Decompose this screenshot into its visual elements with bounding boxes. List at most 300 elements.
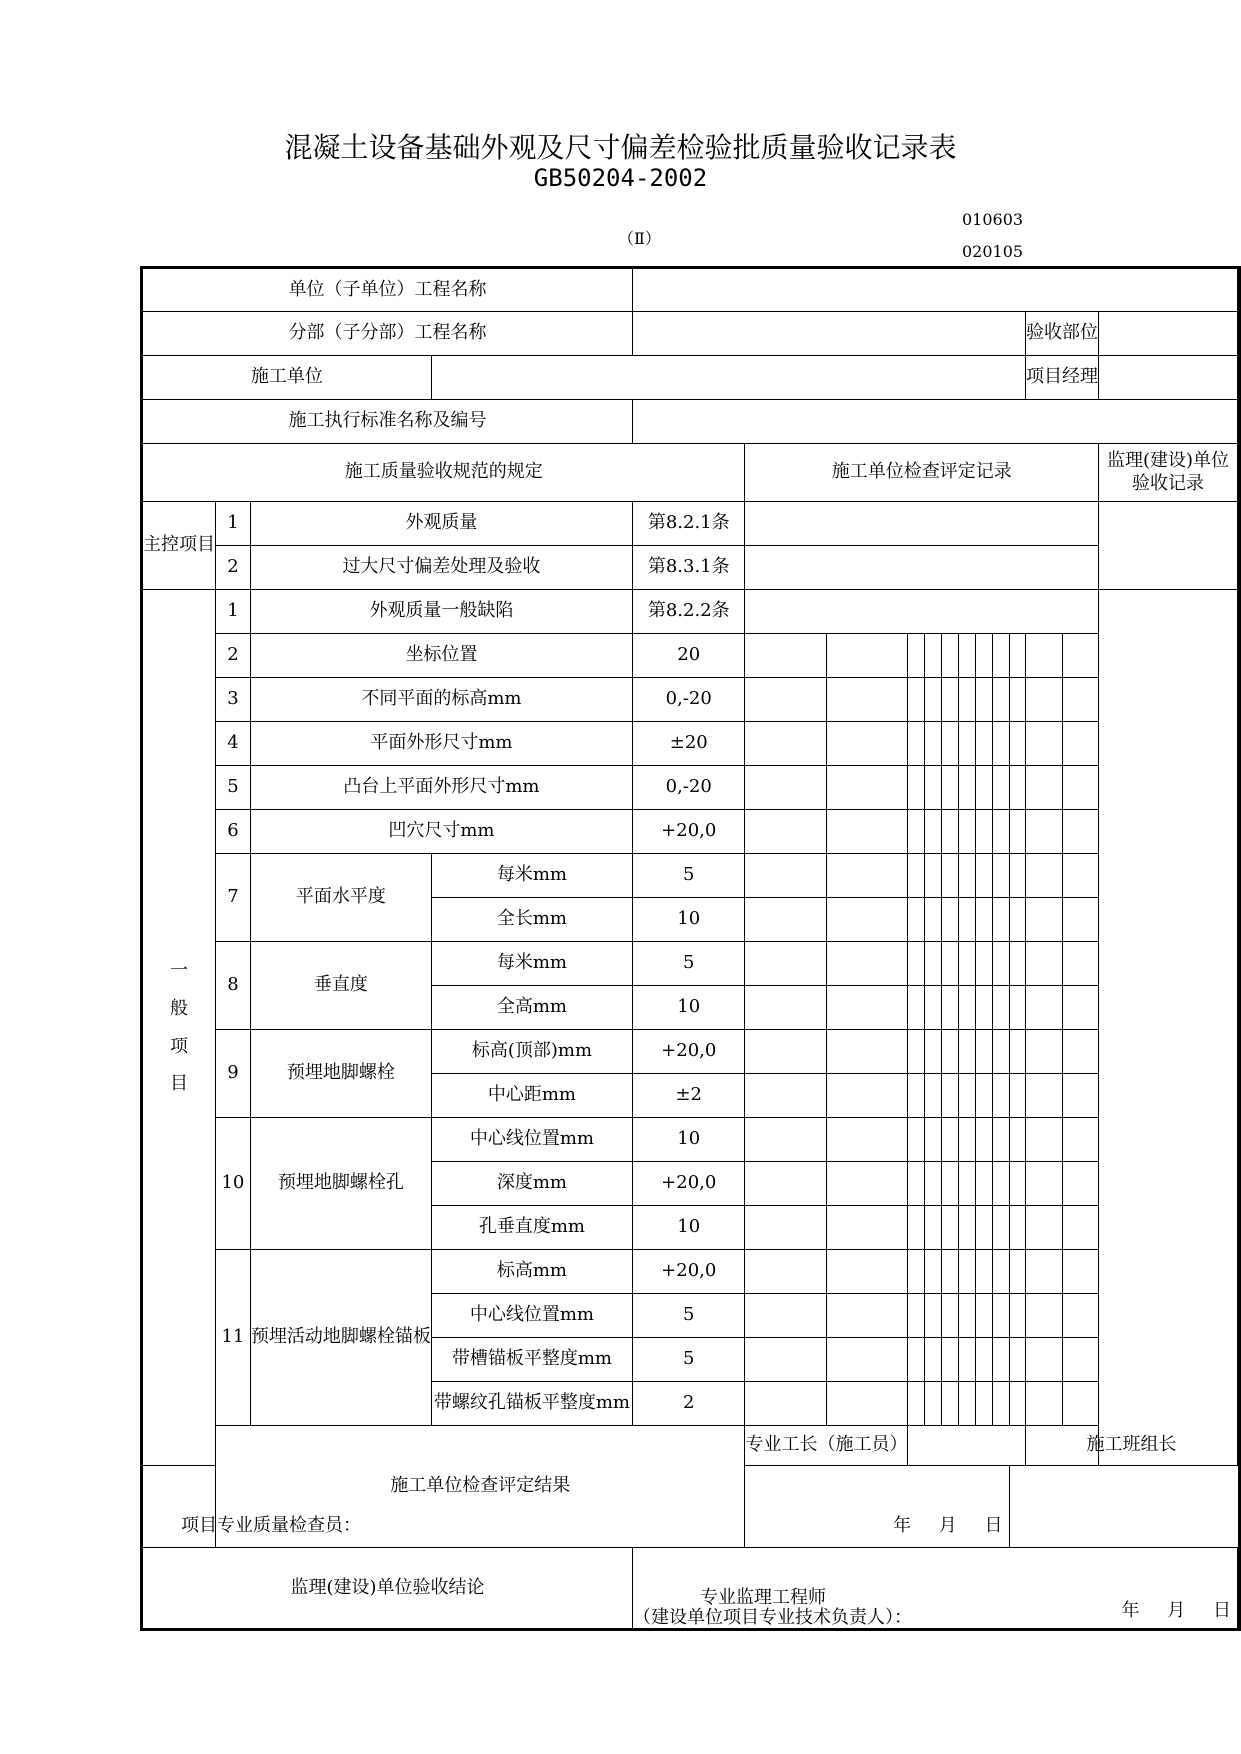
- measure-cell[interactable]: [925, 678, 941, 722]
- measure-cell[interactable]: [826, 1250, 908, 1294]
- measure-cell[interactable]: [992, 678, 1009, 722]
- measure-cell[interactable]: [975, 1206, 992, 1250]
- measure-cell[interactable]: [992, 898, 1009, 942]
- measure-cell[interactable]: [958, 1162, 975, 1206]
- sub-project-label: 分部（子分部）工程名称: [142, 312, 633, 356]
- measure-cell[interactable]: [958, 898, 975, 942]
- measure-cell[interactable]: [745, 1382, 827, 1426]
- general-item-tolerance: 0,-20: [633, 678, 745, 722]
- supervision-header-line2: 验收记录: [1131, 472, 1204, 494]
- general-group-name: 平面水平度: [250, 854, 431, 942]
- measure-cell[interactable]: [1062, 1118, 1098, 1162]
- main-item-clause: 第8.2.1条: [633, 502, 745, 546]
- measure-cell[interactable]: [958, 1294, 975, 1338]
- measure-cell[interactable]: [925, 898, 941, 942]
- measure-cell[interactable]: [975, 942, 992, 986]
- main-item-name: 外观质量: [250, 502, 632, 546]
- measure-cell[interactable]: [975, 986, 992, 1030]
- measure-cell[interactable]: [1025, 634, 1062, 678]
- measure-cell[interactable]: [908, 678, 925, 722]
- measure-cell[interactable]: [1025, 766, 1062, 810]
- measure-cell[interactable]: [925, 810, 941, 854]
- measure-cell[interactable]: [941, 1338, 958, 1382]
- measure-cell[interactable]: [908, 1250, 925, 1294]
- measure-cell[interactable]: [1062, 854, 1098, 898]
- measure-cell[interactable]: [826, 986, 908, 1030]
- supervision-conclusion-label: 监理(建设)单位验收结论: [142, 1548, 633, 1630]
- general-item-tolerance: 10: [633, 1206, 745, 1250]
- measure-cell[interactable]: [1025, 1162, 1062, 1206]
- measure-cell[interactable]: [745, 678, 827, 722]
- measure-cell[interactable]: [992, 1118, 1009, 1162]
- measure-cell[interactable]: [826, 1030, 908, 1074]
- general-item-name: 凸台上平面外形尺寸mm: [250, 766, 632, 810]
- measure-cell[interactable]: [1025, 1338, 1062, 1382]
- measure-cell[interactable]: [1009, 766, 1025, 810]
- general-item-tolerance: 0,-20: [633, 766, 745, 810]
- measure-cell[interactable]: [992, 1338, 1009, 1382]
- general-item-record[interactable]: [745, 590, 1099, 634]
- measure-cell[interactable]: [1025, 986, 1062, 1030]
- measure-cell[interactable]: [745, 1074, 827, 1118]
- measure-cell[interactable]: [958, 1030, 975, 1074]
- main-item-no: 1: [216, 502, 251, 546]
- measure-cell[interactable]: [958, 854, 975, 898]
- measure-cell[interactable]: [826, 810, 908, 854]
- standard-code: GB50204-2002: [533, 164, 708, 192]
- measure-cell[interactable]: [975, 898, 992, 942]
- measure-cell[interactable]: [1009, 942, 1025, 986]
- general-item-no: 7: [216, 854, 251, 942]
- form-code-bottom: 020105: [962, 242, 1024, 261]
- measure-cell[interactable]: [745, 898, 827, 942]
- measure-cell[interactable]: [941, 942, 958, 986]
- general-sub-item: 全高mm: [431, 986, 632, 1030]
- measure-cell[interactable]: [1025, 1118, 1062, 1162]
- day-label: 日: [984, 1514, 1003, 1536]
- supervisor-subtitle: （建设单位项目专业技术负责人）：: [633, 1606, 913, 1628]
- measure-cell[interactable]: [958, 942, 975, 986]
- measure-cell[interactable]: [1009, 986, 1025, 1030]
- measure-cell[interactable]: [992, 1294, 1009, 1338]
- measure-cell[interactable]: [1025, 898, 1062, 942]
- measure-cell[interactable]: [992, 634, 1009, 678]
- measure-cell[interactable]: [1062, 986, 1098, 1030]
- measure-cell[interactable]: [826, 722, 908, 766]
- general-item-no: 2: [216, 634, 251, 678]
- general-item-clause: 第8.2.2条: [633, 590, 745, 634]
- measure-cell[interactable]: [826, 854, 908, 898]
- measure-cell[interactable]: [1062, 1206, 1098, 1250]
- measure-cell[interactable]: [975, 1118, 992, 1162]
- measure-cell[interactable]: [958, 1250, 975, 1294]
- measure-cell[interactable]: [745, 986, 827, 1030]
- measure-cell[interactable]: [1025, 942, 1062, 986]
- supervision-header-line1: 监理(建设)单位: [1106, 450, 1230, 471]
- inspection-date: [871, 1515, 1008, 1548]
- measure-cell[interactable]: [1025, 1294, 1062, 1338]
- general-sub-item: 中心线位置mm: [431, 1294, 632, 1338]
- general-item-tolerance: +20,0: [633, 1250, 745, 1294]
- measure-cell[interactable]: [826, 898, 908, 942]
- measure-cell[interactable]: [908, 722, 925, 766]
- measure-cell[interactable]: [745, 1250, 827, 1294]
- measure-cell[interactable]: [745, 942, 827, 986]
- measure-cell[interactable]: [908, 942, 925, 986]
- standard-label: 施工执行标准名称及编号: [142, 400, 633, 444]
- measure-cell[interactable]: [1025, 722, 1062, 766]
- measure-cell[interactable]: [1009, 1030, 1025, 1074]
- general-item-tolerance: +20,0: [633, 810, 745, 854]
- general-items-supervision[interactable]: [1098, 590, 1237, 1466]
- measure-cell[interactable]: [958, 722, 975, 766]
- inspection-form: [140, 266, 1241, 1631]
- measure-cell[interactable]: [992, 1250, 1009, 1294]
- measure-cell[interactable]: [992, 722, 1009, 766]
- measure-cell[interactable]: [941, 1030, 958, 1074]
- measure-cell[interactable]: [958, 1206, 975, 1250]
- measure-cell[interactable]: [958, 634, 975, 678]
- measure-cell[interactable]: [1009, 898, 1025, 942]
- general-sub-item: 标高mm: [431, 1250, 632, 1294]
- measure-cell[interactable]: [975, 1382, 992, 1426]
- measure-cell[interactable]: [1009, 1162, 1025, 1206]
- measure-cell[interactable]: [908, 1162, 925, 1206]
- measure-cell[interactable]: [1025, 1382, 1062, 1426]
- acceptance-part-field[interactable]: [1098, 312, 1237, 356]
- measure-cell[interactable]: [992, 1030, 1009, 1074]
- general-item-tolerance: ±2: [633, 1074, 745, 1118]
- measure-cell[interactable]: [925, 1250, 941, 1294]
- measure-cell[interactable]: [1062, 898, 1098, 942]
- team-leader-field[interactable]: [1238, 1426, 1240, 1466]
- contractor-result-label: 施工单位检查评定结果: [216, 1426, 745, 1548]
- general-item-tolerance: +20,0: [633, 1030, 745, 1074]
- measure-cell[interactable]: [958, 766, 975, 810]
- measure-cell[interactable]: [992, 942, 1009, 986]
- general-group-name: 垂直度: [250, 942, 431, 1030]
- measure-cell[interactable]: [958, 1074, 975, 1118]
- general-item-no: 3: [216, 678, 251, 722]
- measure-cell[interactable]: [992, 766, 1009, 810]
- general-item-tolerance: 10: [633, 1118, 745, 1162]
- main-item-record[interactable]: [745, 546, 1099, 590]
- general-item-tolerance: +20,0: [633, 1162, 745, 1206]
- general-item-no: 6: [216, 810, 251, 854]
- measure-cell[interactable]: [1009, 1250, 1025, 1294]
- measure-cell[interactable]: [745, 634, 827, 678]
- measure-cell[interactable]: [745, 722, 827, 766]
- measure-cell[interactable]: [992, 1074, 1009, 1118]
- general-item-no: 8: [216, 942, 251, 1030]
- measure-cell[interactable]: [908, 634, 925, 678]
- measure-cell[interactable]: [1009, 1382, 1025, 1426]
- contractor-field[interactable]: [431, 356, 1025, 400]
- measure-cell[interactable]: [908, 1074, 925, 1118]
- measure-cell[interactable]: [1062, 1250, 1098, 1294]
- measure-cell[interactable]: [1062, 1382, 1098, 1426]
- measure-cell[interactable]: [941, 1382, 958, 1426]
- measure-cell[interactable]: [745, 766, 827, 810]
- measure-cell[interactable]: [941, 678, 958, 722]
- measure-cell[interactable]: [1009, 1206, 1025, 1250]
- measure-cell[interactable]: [908, 1206, 925, 1250]
- measure-cell[interactable]: [941, 722, 958, 766]
- general-item-name: 不同平面的标高mm: [250, 678, 632, 722]
- measure-cell[interactable]: [941, 898, 958, 942]
- measure-cell[interactable]: [975, 722, 992, 766]
- measure-cell[interactable]: [745, 854, 827, 898]
- general-item-no: 10: [216, 1118, 251, 1250]
- measure-cell[interactable]: [908, 1118, 925, 1162]
- measure-cell[interactable]: [975, 634, 992, 678]
- main-items-label: 主控项目: [142, 502, 216, 590]
- unit-project-label: 单位（子单位）工程名称: [142, 268, 633, 312]
- measure-cell[interactable]: [826, 634, 908, 678]
- measure-cell[interactable]: [1062, 1074, 1098, 1118]
- measure-cell[interactable]: [826, 1338, 908, 1382]
- measure-cell[interactable]: [908, 766, 925, 810]
- measure-cell[interactable]: [975, 1294, 992, 1338]
- general-group-name: 预埋活动地脚螺栓锚板: [250, 1250, 431, 1426]
- measure-cell[interactable]: [826, 678, 908, 722]
- general-items-label-text: 一般项目: [170, 959, 188, 1095]
- measure-cell[interactable]: [1009, 1294, 1025, 1338]
- general-item-tolerance: 20: [633, 634, 745, 678]
- supervision-header: [1098, 444, 1237, 502]
- measure-cell[interactable]: [941, 1294, 958, 1338]
- measure-cell[interactable]: [941, 1118, 958, 1162]
- measure-cell[interactable]: [1025, 1074, 1062, 1118]
- month-label: 月: [1167, 1600, 1186, 1621]
- measure-cell[interactable]: [1025, 1030, 1062, 1074]
- measure-cell[interactable]: [1062, 678, 1098, 722]
- project-manager-label: 项目经理: [1025, 356, 1098, 400]
- measure-cell[interactable]: [745, 1162, 827, 1206]
- measure-cell[interactable]: [1009, 854, 1025, 898]
- acceptance-part-label: 验收部位: [1025, 312, 1098, 356]
- measure-cell[interactable]: [941, 766, 958, 810]
- measure-cell[interactable]: [941, 634, 958, 678]
- general-sub-item: 深度mm: [431, 1162, 632, 1206]
- measure-cell[interactable]: [1062, 1162, 1098, 1206]
- measure-cell[interactable]: [925, 1294, 941, 1338]
- measure-cell[interactable]: [1009, 1074, 1025, 1118]
- measure-cell[interactable]: [1062, 722, 1098, 766]
- measure-cell[interactable]: [958, 810, 975, 854]
- measure-cell[interactable]: [958, 986, 975, 1030]
- form-code-top: 010603: [962, 210, 1024, 229]
- general-item-no: 9: [216, 1030, 251, 1118]
- measure-cell[interactable]: [1009, 810, 1025, 854]
- measure-cell[interactable]: [941, 810, 958, 854]
- measure-cell[interactable]: [745, 1030, 827, 1074]
- measure-cell[interactable]: [908, 1030, 925, 1074]
- general-sub-item: 标高(顶部)mm: [431, 1030, 632, 1074]
- general-item-tolerance: 5: [633, 1338, 745, 1382]
- measure-cell[interactable]: [975, 766, 992, 810]
- measure-cell[interactable]: [1062, 634, 1098, 678]
- year-label: 年: [1121, 1600, 1140, 1621]
- measure-cell[interactable]: [941, 1206, 958, 1250]
- measure-cell[interactable]: [925, 942, 941, 986]
- general-item-tolerance: 5: [633, 1294, 745, 1338]
- measure-cell[interactable]: [925, 1338, 941, 1382]
- measure-cell[interactable]: [958, 678, 975, 722]
- measure-cell[interactable]: [1062, 1338, 1098, 1382]
- general-group-name: 预埋地脚螺栓孔: [250, 1118, 431, 1250]
- standard-field[interactable]: [633, 400, 1238, 444]
- sub-project-field[interactable]: [633, 312, 1026, 356]
- measure-cell[interactable]: [992, 854, 1009, 898]
- supervisor-signature-block: [633, 1587, 913, 1628]
- measure-cell[interactable]: [992, 986, 1009, 1030]
- measure-cell[interactable]: [925, 1162, 941, 1206]
- check-record-header: 施工单位检查评定记录: [745, 444, 1099, 502]
- general-items-label: [142, 590, 216, 1466]
- measure-cell[interactable]: [958, 1382, 975, 1426]
- measure-cell[interactable]: [925, 854, 941, 898]
- measure-cell[interactable]: [941, 854, 958, 898]
- measure-cell[interactable]: [1062, 1294, 1098, 1338]
- general-sub-item: 每米mm: [431, 942, 632, 986]
- project-manager-field[interactable]: [1098, 356, 1237, 400]
- general-sub-item: 孔垂直度mm: [431, 1206, 632, 1250]
- measure-cell[interactable]: [826, 1074, 908, 1118]
- measure-cell[interactable]: [925, 1382, 941, 1426]
- contractor-result-field[interactable]: [142, 1466, 1010, 1548]
- measure-cell[interactable]: [745, 1206, 827, 1250]
- measure-cell[interactable]: [1025, 678, 1062, 722]
- measure-cell[interactable]: [1025, 1250, 1062, 1294]
- measure-cell[interactable]: [1062, 1030, 1098, 1074]
- measure-cell[interactable]: [925, 1074, 941, 1118]
- measure-cell[interactable]: [958, 1118, 975, 1162]
- measure-cell[interactable]: [908, 898, 925, 942]
- measure-cell[interactable]: [1009, 678, 1025, 722]
- measure-cell[interactable]: [826, 1382, 908, 1426]
- measure-cell[interactable]: [745, 1118, 827, 1162]
- measure-cell[interactable]: [941, 986, 958, 1030]
- measure-cell[interactable]: [826, 1206, 908, 1250]
- measure-cell[interactable]: [1025, 854, 1062, 898]
- measure-cell[interactable]: [745, 1294, 827, 1338]
- measure-cell[interactable]: [1025, 810, 1062, 854]
- main-items-supervision[interactable]: [1098, 502, 1237, 590]
- measure-cell[interactable]: [975, 1250, 992, 1294]
- section-number: （Ⅱ）: [618, 229, 661, 248]
- measure-cell[interactable]: [826, 766, 908, 810]
- main-item-name: 过大尺寸偏差处理及验收: [250, 546, 632, 590]
- measure-cell[interactable]: [908, 1382, 925, 1426]
- measure-cell[interactable]: [975, 1030, 992, 1074]
- measure-cell[interactable]: [975, 854, 992, 898]
- document-title: 混凝土设备基础外观及尺寸偏差检验批质量验收记录表: [284, 131, 957, 164]
- general-sub-item: 中心距mm: [431, 1074, 632, 1118]
- general-item-tolerance: ±20: [633, 722, 745, 766]
- day-label: 日: [1213, 1600, 1231, 1621]
- inspector-label: 项目专业质量检查员：: [181, 1514, 361, 1536]
- measure-cell[interactable]: [925, 722, 941, 766]
- team-leader-label: 施工班组长: [1025, 1426, 1237, 1466]
- measure-cell[interactable]: [1009, 1338, 1025, 1382]
- measure-cell[interactable]: [992, 1206, 1009, 1250]
- measure-cell[interactable]: [745, 1338, 827, 1382]
- spec-header: 施工质量验收规范的规定: [142, 444, 745, 502]
- measure-cell[interactable]: [826, 1118, 908, 1162]
- general-item-tolerance: 5: [633, 854, 745, 898]
- foreman-field[interactable]: [908, 1426, 1026, 1466]
- measure-cell[interactable]: [992, 1162, 1009, 1206]
- general-item-no: 11: [216, 1250, 251, 1426]
- measure-cell[interactable]: [975, 1074, 992, 1118]
- general-item-tolerance: 10: [633, 986, 745, 1030]
- measure-cell[interactable]: [1062, 766, 1098, 810]
- supervision-date: [1100, 1600, 1231, 1623]
- year-label: 年: [893, 1514, 912, 1536]
- measure-cell[interactable]: [925, 986, 941, 1030]
- general-item-tolerance: 5: [633, 942, 745, 986]
- general-item-name: 外观质量一般缺陷: [250, 590, 632, 634]
- measure-cell[interactable]: [975, 1162, 992, 1206]
- measure-cell[interactable]: [826, 942, 908, 986]
- measure-cell[interactable]: [1062, 810, 1098, 854]
- measure-cell[interactable]: [925, 766, 941, 810]
- main-item-record[interactable]: [745, 502, 1099, 546]
- main-item-clause: 第8.3.1条: [633, 546, 745, 590]
- measure-cell[interactable]: [908, 810, 925, 854]
- measure-cell[interactable]: [925, 1206, 941, 1250]
- general-sub-item: 每米mm: [431, 854, 632, 898]
- general-item-tolerance: 10: [633, 898, 745, 942]
- measure-cell[interactable]: [908, 986, 925, 1030]
- measure-cell[interactable]: [745, 810, 827, 854]
- measure-cell[interactable]: [941, 1162, 958, 1206]
- measure-cell[interactable]: [1025, 1206, 1062, 1250]
- foreman-label: 专业工长（施工员）: [745, 1426, 908, 1466]
- supervision-conclusion-field[interactable]: [633, 1548, 1238, 1630]
- general-item-name: 凹穴尺寸mm: [250, 810, 632, 854]
- general-item-name: 平面外形尺寸mm: [250, 722, 632, 766]
- measure-cell[interactable]: [925, 1030, 941, 1074]
- measure-cell[interactable]: [975, 1338, 992, 1382]
- measure-cell[interactable]: [941, 1074, 958, 1118]
- measure-cell[interactable]: [1009, 1118, 1025, 1162]
- measure-cell[interactable]: [908, 1294, 925, 1338]
- measure-cell[interactable]: [992, 810, 1009, 854]
- measure-cell[interactable]: [975, 810, 992, 854]
- measure-cell[interactable]: [1009, 634, 1025, 678]
- month-label: 月: [938, 1514, 957, 1536]
- measure-cell[interactable]: [826, 1294, 908, 1338]
- general-sub-item: 带槽锚板平整度mm: [431, 1338, 632, 1382]
- unit-project-field[interactable]: [633, 268, 1238, 312]
- general-item-no: 1: [216, 590, 251, 634]
- measure-cell[interactable]: [992, 1382, 1009, 1426]
- measure-cell[interactable]: [941, 1250, 958, 1294]
- measure-cell[interactable]: [925, 634, 941, 678]
- measure-cell[interactable]: [908, 854, 925, 898]
- measure-cell[interactable]: [958, 1338, 975, 1382]
- main-item-no: 2: [216, 546, 251, 590]
- measure-cell[interactable]: [1009, 722, 1025, 766]
- contractor-label: 施工单位: [142, 356, 432, 400]
- measure-cell[interactable]: [925, 1118, 941, 1162]
- measure-cell[interactable]: [908, 1338, 925, 1382]
- measure-cell[interactable]: [826, 1162, 908, 1206]
- measure-cell[interactable]: [975, 678, 992, 722]
- measure-cell[interactable]: [1062, 942, 1098, 986]
